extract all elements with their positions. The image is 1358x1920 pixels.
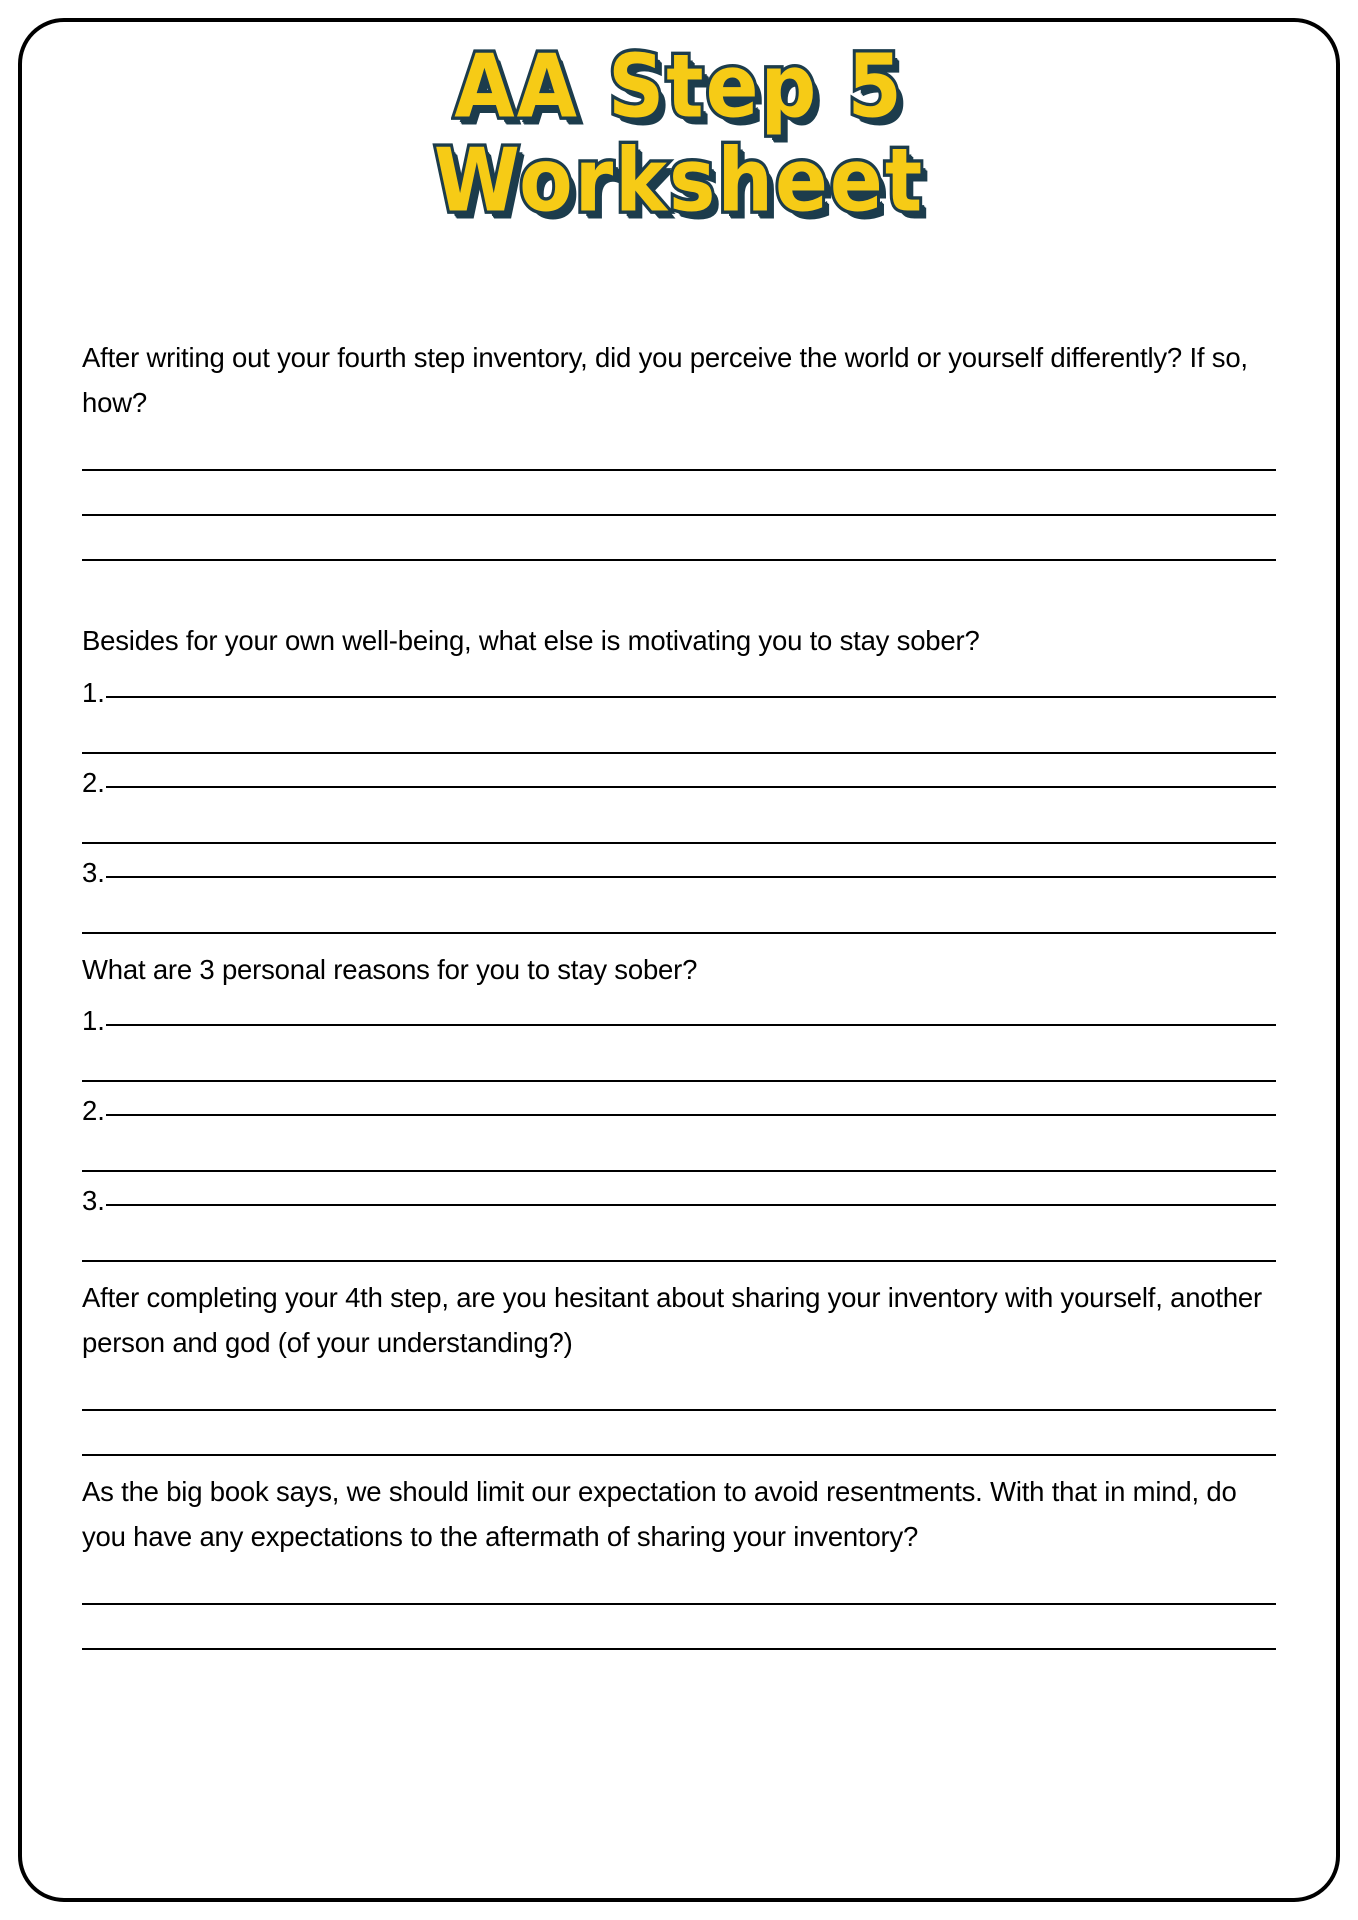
question-block-2 — [82, 619, 1276, 934]
answer-row-2-3 — [82, 856, 1276, 889]
answer-row-3-2 — [82, 1094, 1276, 1127]
answer-number-2-3: 3. — [82, 856, 105, 888]
spacer — [82, 934, 1276, 948]
answer-line-5-1[interactable] — [82, 1603, 1276, 1605]
answer-row-2-2 — [82, 766, 1276, 799]
answer-number-3-3: 3. — [82, 1185, 105, 1217]
answer-line-2-2-cont[interactable] — [82, 842, 1276, 844]
question-text-3: What are 3 personal reasons for you to stay sober? — [82, 953, 698, 985]
answer-row-2-1 — [82, 676, 1276, 709]
question-block-5 — [82, 1470, 1276, 1650]
answer-number-3-2: 2. — [82, 1095, 105, 1127]
answer-number-2-1: 1. — [82, 676, 105, 708]
spacer — [82, 1456, 1276, 1470]
answer-line-3-3[interactable] — [106, 1204, 1276, 1206]
answer-line-2-1-cont[interactable] — [82, 752, 1276, 754]
question-block-3 — [82, 948, 1276, 1263]
answer-line-2-2[interactable] — [106, 786, 1276, 788]
answer-line-2-1[interactable] — [106, 696, 1276, 698]
answer-line-3-2[interactable] — [106, 1114, 1276, 1116]
answer-row-3-1 — [82, 1004, 1276, 1037]
answer-line-3-2-cont[interactable] — [82, 1170, 1276, 1172]
question-block-1 — [82, 336, 1276, 561]
answer-line-3-1[interactable] — [106, 1024, 1276, 1026]
question-text-1: After writing out your fourth step inventory, did you perceive the world or yourself differently? If so, how? — [82, 342, 1248, 418]
page-title — [0, 37, 1358, 232]
spacer — [82, 1262, 1276, 1276]
worksheet-content — [82, 336, 1276, 1650]
answer-line-1-2[interactable] — [82, 514, 1276, 516]
question-text-2: Besides for your own well-being, what else is motivating you to stay sober? — [82, 625, 980, 657]
answer-number-2-2: 2. — [82, 766, 105, 798]
answer-number-3-1: 1. — [82, 1005, 105, 1037]
answer-line-1-1[interactable] — [82, 469, 1276, 471]
answer-line-5-2[interactable] — [82, 1648, 1276, 1650]
spacer — [82, 561, 1276, 619]
question-text-4: After completing your 4th step, are you hesitant about sharing your inventory with yourself, another person and god (of your understanding?) — [82, 1282, 1262, 1358]
page-title-line-1: AA Step 5 — [454, 37, 904, 138]
question-block-4 — [82, 1276, 1276, 1456]
page-title-line-2: Worksheet — [433, 130, 925, 232]
answer-line-4-1[interactable] — [82, 1409, 1276, 1411]
question-text-5: As the big book says, we should limit our expectation to avoid resentments. With that in mind, do you have any expectations to the aftermath of sharing your inventory? — [82, 1476, 1237, 1552]
answer-line-3-1-cont[interactable] — [82, 1080, 1276, 1082]
answer-row-3-3 — [82, 1184, 1276, 1217]
answer-line-2-3[interactable] — [106, 876, 1276, 878]
